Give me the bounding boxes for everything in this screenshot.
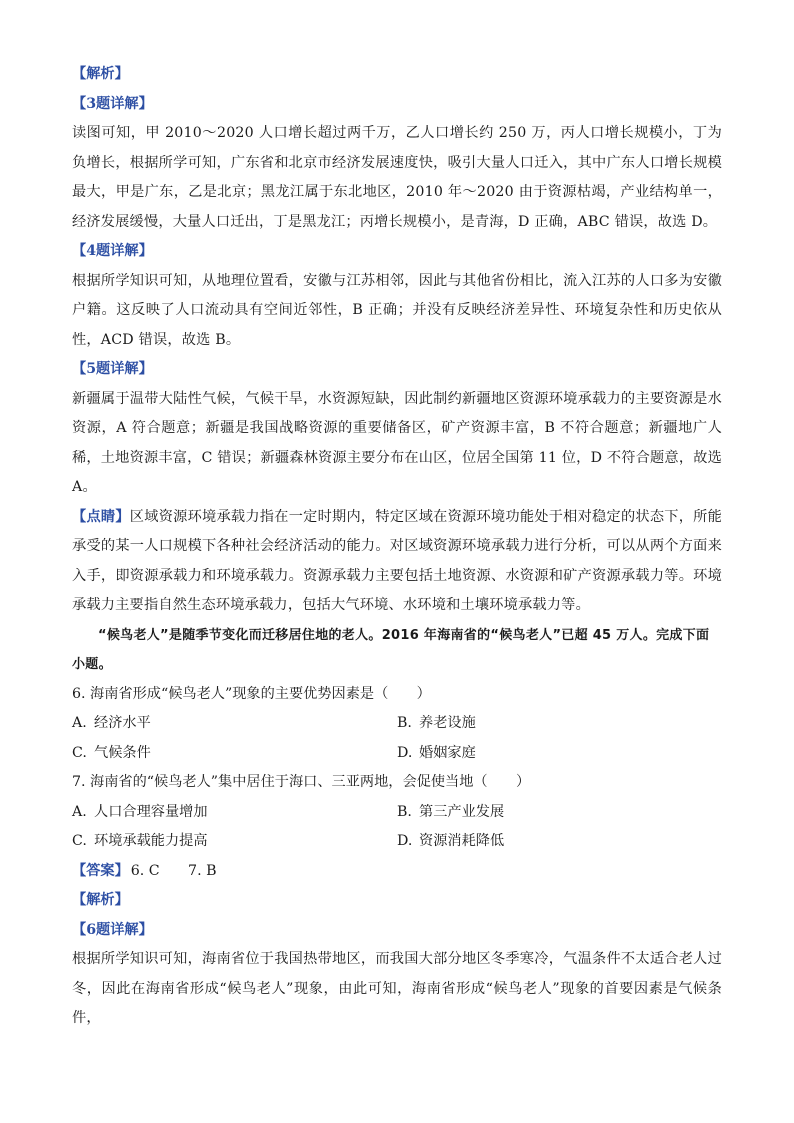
option-a: A. 经济水平 [72,715,151,731]
q3-detail-text: 读图可知，甲 2010～2020 人口增长超过两千万，乙人口增长约 250 万，丙人口增长规模小，丁为负增长，根据所学可知，广东省和北京市经济发展速度快，吸引大量人口迁入，其中广东人口增长规模最大，甲是广东，乙是北京；黑龙江属于东北地区，2010 年～2020 由于资源枯竭，产业结构单一，经济发展缓慢，大量人口迁出，丁是黑龙江；丙增长规模小，是青海，D 正确，ABC 错误，故选 D。 [72,125,722,230]
question-7-stem: 7. 海南省的“候鸟老人”集中居住于海口、三亚两地，会促使当地（ ） [72,774,531,790]
option-c: C. 气候条件 [72,744,151,761]
question-6-options [72,709,722,768]
q4-detail-text: 根据所学知识可知，从地理位置看，安徽与江苏相邻，因此与其他省份相比，流入江苏的人口多为安徽户籍。这反映了人口流动具有空间近邻性，B 正确；并没有反映经济差异性、环境复杂性和历史依从性，ACD 错误，故选 B。 [72,272,722,348]
answer-value: 6. C 7. B [130,862,217,879]
key-point-text: 区域资源环境承载力指在一定时期内，特定区域在资源环境功能处于相对稳定的状态下，所能承受的某一人口规模下各种社会经济活动的能力。对区域资源环境承载力进行分析，可以从两个方面来入手，即资源承载力和环境承载力。资源承载力主要包括土地资源、水资源和矿产资源承载力等。环境承载力主要指自然生态环境承载力，包括大气环境、水环境和土壤环境承载力等。 [72,508,723,613]
option-a: A. 人口合理容量增加 [72,803,208,820]
q5-detail-text: 新疆属于温带大陆性气候，气候干旱，水资源短缺，因此制约新疆地区资源环境承载力的主要资源是水资源，A 符合题意；新疆是我国战略资源的重要储备区，矿产资源丰富，B 不符合题意；新疆地广人稀，土地资源丰富，C 错误；新疆森林资源主要分布在山区，位居全国第 11 位，D 不符合题意，故选 A。 [72,390,722,495]
q5-detail-heading: 【5题详解】 [72,361,153,377]
q4-detail-heading: 【4题详解】 [72,243,153,259]
question-7-options [72,798,722,857]
question-6-stem: 6. 海南省形成“候鸟老人”现象的主要优势因素是（ ） [72,685,431,702]
option-d: D. 婚姻家庭 [397,744,476,761]
option-b: B. 第三产业发展 [397,803,505,820]
q3-detail-heading: 【3题详解】 [72,95,153,112]
question-group-intro: “候鸟老人”是随季节变化而迁移居住地的老人。2016 年海南省的“候鸟老人”已超 45 万人。完成下面小题。 [72,627,710,672]
option-d: D. 资源消耗降低 [397,833,505,849]
q6-detail-text: 根据所学知识可知，海南省位于我国热带地区，而我国大部分地区冬季寒冷，气温条件不太适合老人过冬，因此在海南省形成“候鸟老人”现象，由此可知，海南省形成“候鸟老人”现象的首要因素是气候条件， [72,951,722,1026]
analysis-heading-2: 【解析】 [72,892,129,908]
analysis-heading: 【解析】 [72,66,129,82]
option-c: C. 环境承载能力提高 [72,833,208,849]
option-b: B. 养老设施 [397,715,476,731]
document-page [72,60,722,1034]
answer-heading: 【答案】 [72,862,129,879]
q6-detail-heading: 【6题详解】 [72,921,153,938]
key-point-paragraph [72,503,722,621]
answer-line [72,857,722,887]
key-point-heading: 【点睛】 [72,508,130,525]
